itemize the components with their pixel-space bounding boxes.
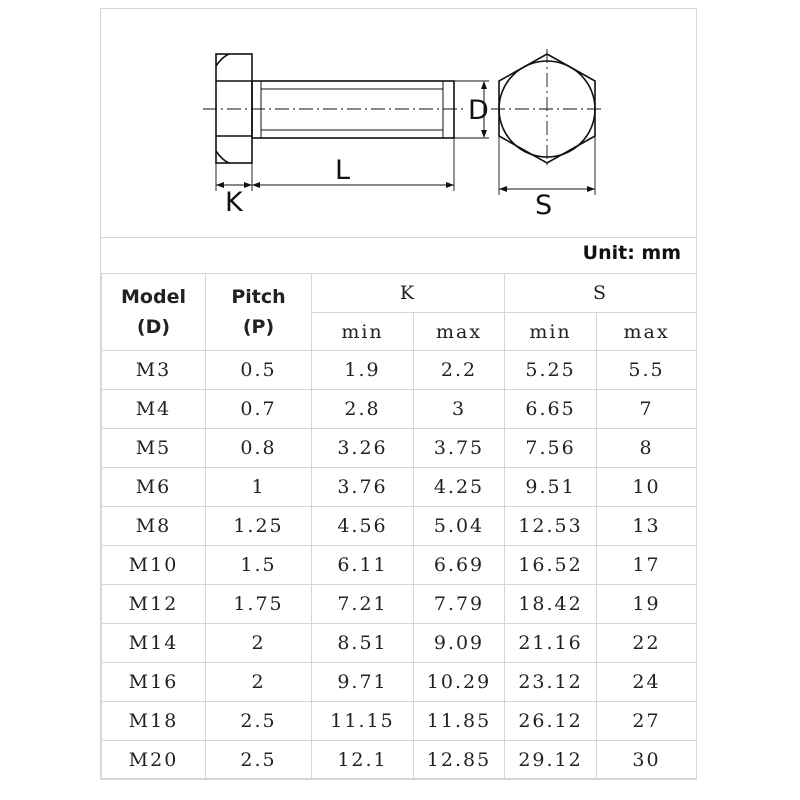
bolt-drawing <box>101 9 698 237</box>
s-min-cell: 21.16 <box>505 624 597 663</box>
pitch-cell: 1.75 <box>206 585 312 624</box>
k-max-cell: 12.85 <box>414 741 505 780</box>
pitch-cell: 0.7 <box>206 390 312 429</box>
k-max-cell: 4.25 <box>414 468 505 507</box>
k-min-cell: 9.71 <box>312 663 414 702</box>
k-min-cell: 3.76 <box>312 468 414 507</box>
pitch-header: Pitch (P) <box>206 274 312 351</box>
bolt-shank <box>252 81 454 138</box>
s-max-cell: 30 <box>597 741 697 780</box>
k-max-cell: 7.79 <box>414 585 505 624</box>
pitch-cell: 0.5 <box>206 351 312 390</box>
pitch-cell: 1.25 <box>206 507 312 546</box>
model-cell: M10 <box>102 546 206 585</box>
k-min-cell: 11.15 <box>312 702 414 741</box>
table-row <box>102 702 697 741</box>
k-max-cell: 11.85 <box>414 702 505 741</box>
s-min-cell: 18.42 <box>505 585 597 624</box>
model-cell: M6 <box>102 468 206 507</box>
model-cell: M20 <box>102 741 206 780</box>
s-max-cell: 17 <box>597 546 697 585</box>
s-max-cell: 5.5 <box>597 351 697 390</box>
s-min-cell: 12.53 <box>505 507 597 546</box>
l-dimension-label: L <box>335 155 351 186</box>
unit-row <box>101 237 696 274</box>
s-min-cell: 29.12 <box>505 741 597 780</box>
s-max-cell: 8 <box>597 429 697 468</box>
s-min-cell: 7.56 <box>505 429 597 468</box>
s-min-cell: 5.25 <box>505 351 597 390</box>
table-row <box>102 390 697 429</box>
model-cell: M14 <box>102 624 206 663</box>
model-cell: M5 <box>102 429 206 468</box>
s-max-cell: 24 <box>597 663 697 702</box>
unit-label: Unit: mm <box>582 242 681 264</box>
s-min-cell: 16.52 <box>505 546 597 585</box>
s-max-cell: 10 <box>597 468 697 507</box>
bolt-diagram <box>101 9 698 237</box>
pitch-cell: 2 <box>206 663 312 702</box>
table-row <box>102 624 697 663</box>
model-header: Model (D) <box>102 274 206 351</box>
spec-table-body <box>102 351 697 780</box>
table-row <box>102 741 697 780</box>
k-max-cell: 5.04 <box>414 507 505 546</box>
model-cell: M4 <box>102 390 206 429</box>
s-dimension-label: S <box>535 190 553 221</box>
k-max-cell: 3.75 <box>414 429 505 468</box>
k-max-cell: 3 <box>414 390 505 429</box>
k-min-cell: 3.26 <box>312 429 414 468</box>
table-row <box>102 663 697 702</box>
k-max-cell: 9.09 <box>414 624 505 663</box>
k-header: K <box>312 274 505 313</box>
k-min-cell: 6.11 <box>312 546 414 585</box>
pitch-cell: 2.5 <box>206 702 312 741</box>
s-max-cell: 13 <box>597 507 697 546</box>
s-min-cell: 23.12 <box>505 663 597 702</box>
k-max-cell: 10.29 <box>414 663 505 702</box>
s-max-cell: 7 <box>597 390 697 429</box>
k-min-cell: 4.56 <box>312 507 414 546</box>
model-cell: M8 <box>102 507 206 546</box>
k-dimension-label: K <box>225 187 243 218</box>
spec-table <box>101 273 697 780</box>
k-min-cell: 7.21 <box>312 585 414 624</box>
pitch-cell: 2 <box>206 624 312 663</box>
table-row <box>102 468 697 507</box>
table-row <box>102 507 697 546</box>
bolt-head-side <box>216 54 252 163</box>
s-max-header: max <box>597 313 697 351</box>
pitch-cell: 1.5 <box>206 546 312 585</box>
s-max-cell: 22 <box>597 624 697 663</box>
s-max-cell: 19 <box>597 585 697 624</box>
pitch-cell: 2.5 <box>206 741 312 780</box>
table-row <box>102 585 697 624</box>
k-min-cell: 2.8 <box>312 390 414 429</box>
model-cell: M16 <box>102 663 206 702</box>
s-max-cell: 27 <box>597 702 697 741</box>
s-min-cell: 9.51 <box>505 468 597 507</box>
spec-sheet <box>100 8 697 779</box>
bolt-head-end <box>491 49 603 169</box>
s-header: S <box>505 274 697 313</box>
s-min-cell: 26.12 <box>505 702 597 741</box>
k-max-cell: 2.2 <box>414 351 505 390</box>
k-min-header: min <box>312 313 414 351</box>
k-min-cell: 8.51 <box>312 624 414 663</box>
table-row <box>102 429 697 468</box>
model-cell: M18 <box>102 702 206 741</box>
table-row <box>102 351 697 390</box>
k-min-cell: 1.9 <box>312 351 414 390</box>
d-dimension-label: D <box>468 95 489 126</box>
pitch-cell: 1 <box>206 468 312 507</box>
model-cell: M12 <box>102 585 206 624</box>
k-max-header: max <box>414 313 505 351</box>
pitch-cell: 0.8 <box>206 429 312 468</box>
s-min-header: min <box>505 313 597 351</box>
s-min-cell: 6.65 <box>505 390 597 429</box>
k-max-cell: 6.69 <box>414 546 505 585</box>
table-row <box>102 546 697 585</box>
model-cell: M3 <box>102 351 206 390</box>
k-min-cell: 12.1 <box>312 741 414 780</box>
